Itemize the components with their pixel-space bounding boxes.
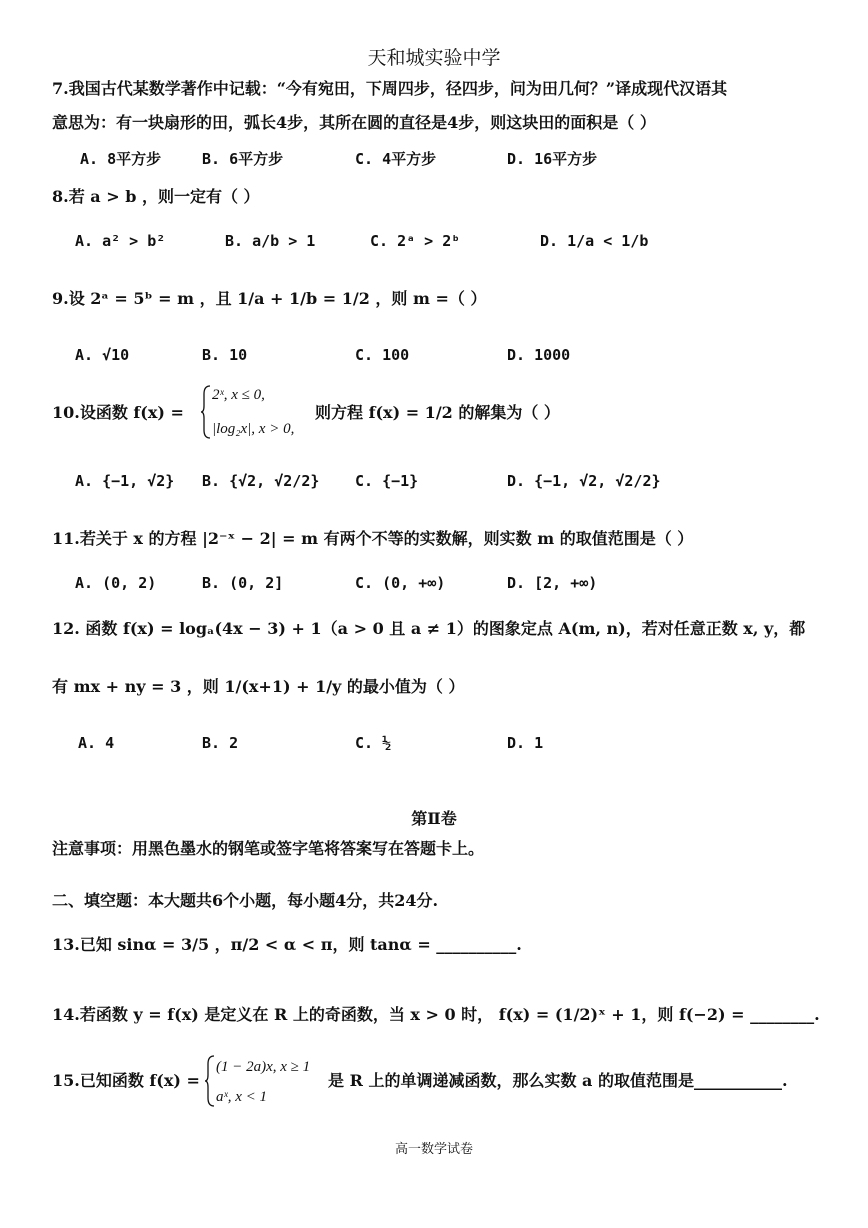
q7-option-b: B. 6平方步 xyxy=(202,150,284,168)
q12-option-c: C. ½ xyxy=(355,734,392,752)
q10-option-b: B. {√2, √2/2} xyxy=(202,472,320,490)
q8-option-b: B. a/b > 1 xyxy=(225,232,316,250)
q9-option-c: C. 100 xyxy=(355,346,410,364)
q10-option-d: D. {−1, √2, √2/2} xyxy=(507,472,661,490)
q11-option-d: D. [2, +∞) xyxy=(507,574,598,592)
q10-case-1: 2ˣ, x ≤ 0, xyxy=(212,387,265,403)
q13-stem: 13.已知 sinα = 3/5 ，π/2 < α < π，则 tanα = __________. xyxy=(52,935,522,954)
q8-option-d: D. 1/a < 1/b xyxy=(540,232,649,250)
q8-stem: 8.若 a > b ，则一定有（ ） xyxy=(52,187,260,206)
q11-stem: 11.若关于 x 的方程 |2⁻ˣ − 2| = m 有两个不等的实数解，则实数 m 的取值范围是（ ） xyxy=(52,529,694,548)
q10-stem-suffix: 则方程 f(x) = 1/2 的解集为（ ） xyxy=(315,403,560,422)
q9-option-b: B. 10 xyxy=(202,346,248,364)
part2-heading: 第Ⅱ卷 xyxy=(411,809,457,828)
q11-option-a: A. (0, 2) xyxy=(75,574,157,592)
q7-option-c: C. 4平方步 xyxy=(355,150,437,168)
part2-notice: 注意事项：用黑色墨水的钢笔或签字笔将答案写在答题卡上。 xyxy=(52,839,485,858)
q10-case-2: |log₂x|, x > 0, xyxy=(212,421,295,437)
q12-option-a: A. 4 xyxy=(78,734,115,752)
q12-stem-line1: 12. 函数 f(x) = logₐ(4x − 3) + 1（a > 0 且 a ≠ 1）的图象定点 A(m, n)，若对任意正数 x, y，都 xyxy=(52,619,806,638)
q10-brace xyxy=(200,384,212,440)
q15-case-1: (1 − 2a)x, x ≥ 1 xyxy=(216,1059,311,1075)
q8-option-a: A. a² > b² xyxy=(75,232,166,250)
q15-stem-prefix: 15.已知函数 f(x) = xyxy=(52,1071,200,1090)
q7-option-d: D. 16平方步 xyxy=(507,150,598,168)
q10-option-a: A. {−1, √2} xyxy=(75,472,175,490)
section-heading: 二、填空题：本大题共6个小题，每小题4分，共24分. xyxy=(52,891,439,910)
q12-stem-line2: 有 mx + ny = 3 ，则 1/(x+1) + 1/y 的最小值为（ ） xyxy=(52,677,465,696)
q10-option-c: C. {−1} xyxy=(355,472,419,490)
q7-stem-line2: 意思为：有一块扇形的田，弧长4步，其所在圆的直径是4步，则这块田的面积是（ ） xyxy=(52,113,656,132)
q11-option-b: B. (0, 2] xyxy=(202,574,284,592)
page-footer: 高一数学试卷 xyxy=(394,1141,473,1156)
q9-stem: 9.设 2ᵃ = 5ᵇ = m ，且 1/a + 1/b = 1/2 ，则 m =（ ） xyxy=(52,289,487,308)
q15-case-2: aˣ, x < 1 xyxy=(216,1089,268,1105)
q15-brace xyxy=(204,1054,216,1108)
q9-option-a: A. √10 xyxy=(75,346,130,364)
q10-stem-prefix: 10.设函数 f(x) = xyxy=(52,403,184,422)
q12-option-d: D. 1 xyxy=(507,734,544,752)
q9-option-d: D. 1000 xyxy=(507,346,571,364)
q8-option-c: C. 2ᵃ > 2ᵇ xyxy=(370,232,461,250)
q7-option-a: A. 8平方步 xyxy=(80,150,162,168)
q14-stem: 14.若函数 y = f(x) 是定义在 R 上的奇函数，当 x > 0 时， f(x) = (1/2)ˣ + 1，则 f(−2) = ________. xyxy=(52,1005,820,1024)
q12-option-b: B. 2 xyxy=(202,734,239,752)
q11-option-c: C. (0, +∞) xyxy=(355,574,446,592)
q7-stem-line1: 7.我国古代某数学著作中记载：“今有宛田，下周四步，径四步，问为田几何？”译成现代汉语其 xyxy=(52,79,728,98)
school-title: 天和城实验中学 xyxy=(367,48,501,69)
q15-stem-suffix: 是 R 上的单调递减函数，那么实数 a 的取值范围是___________. xyxy=(328,1071,788,1090)
